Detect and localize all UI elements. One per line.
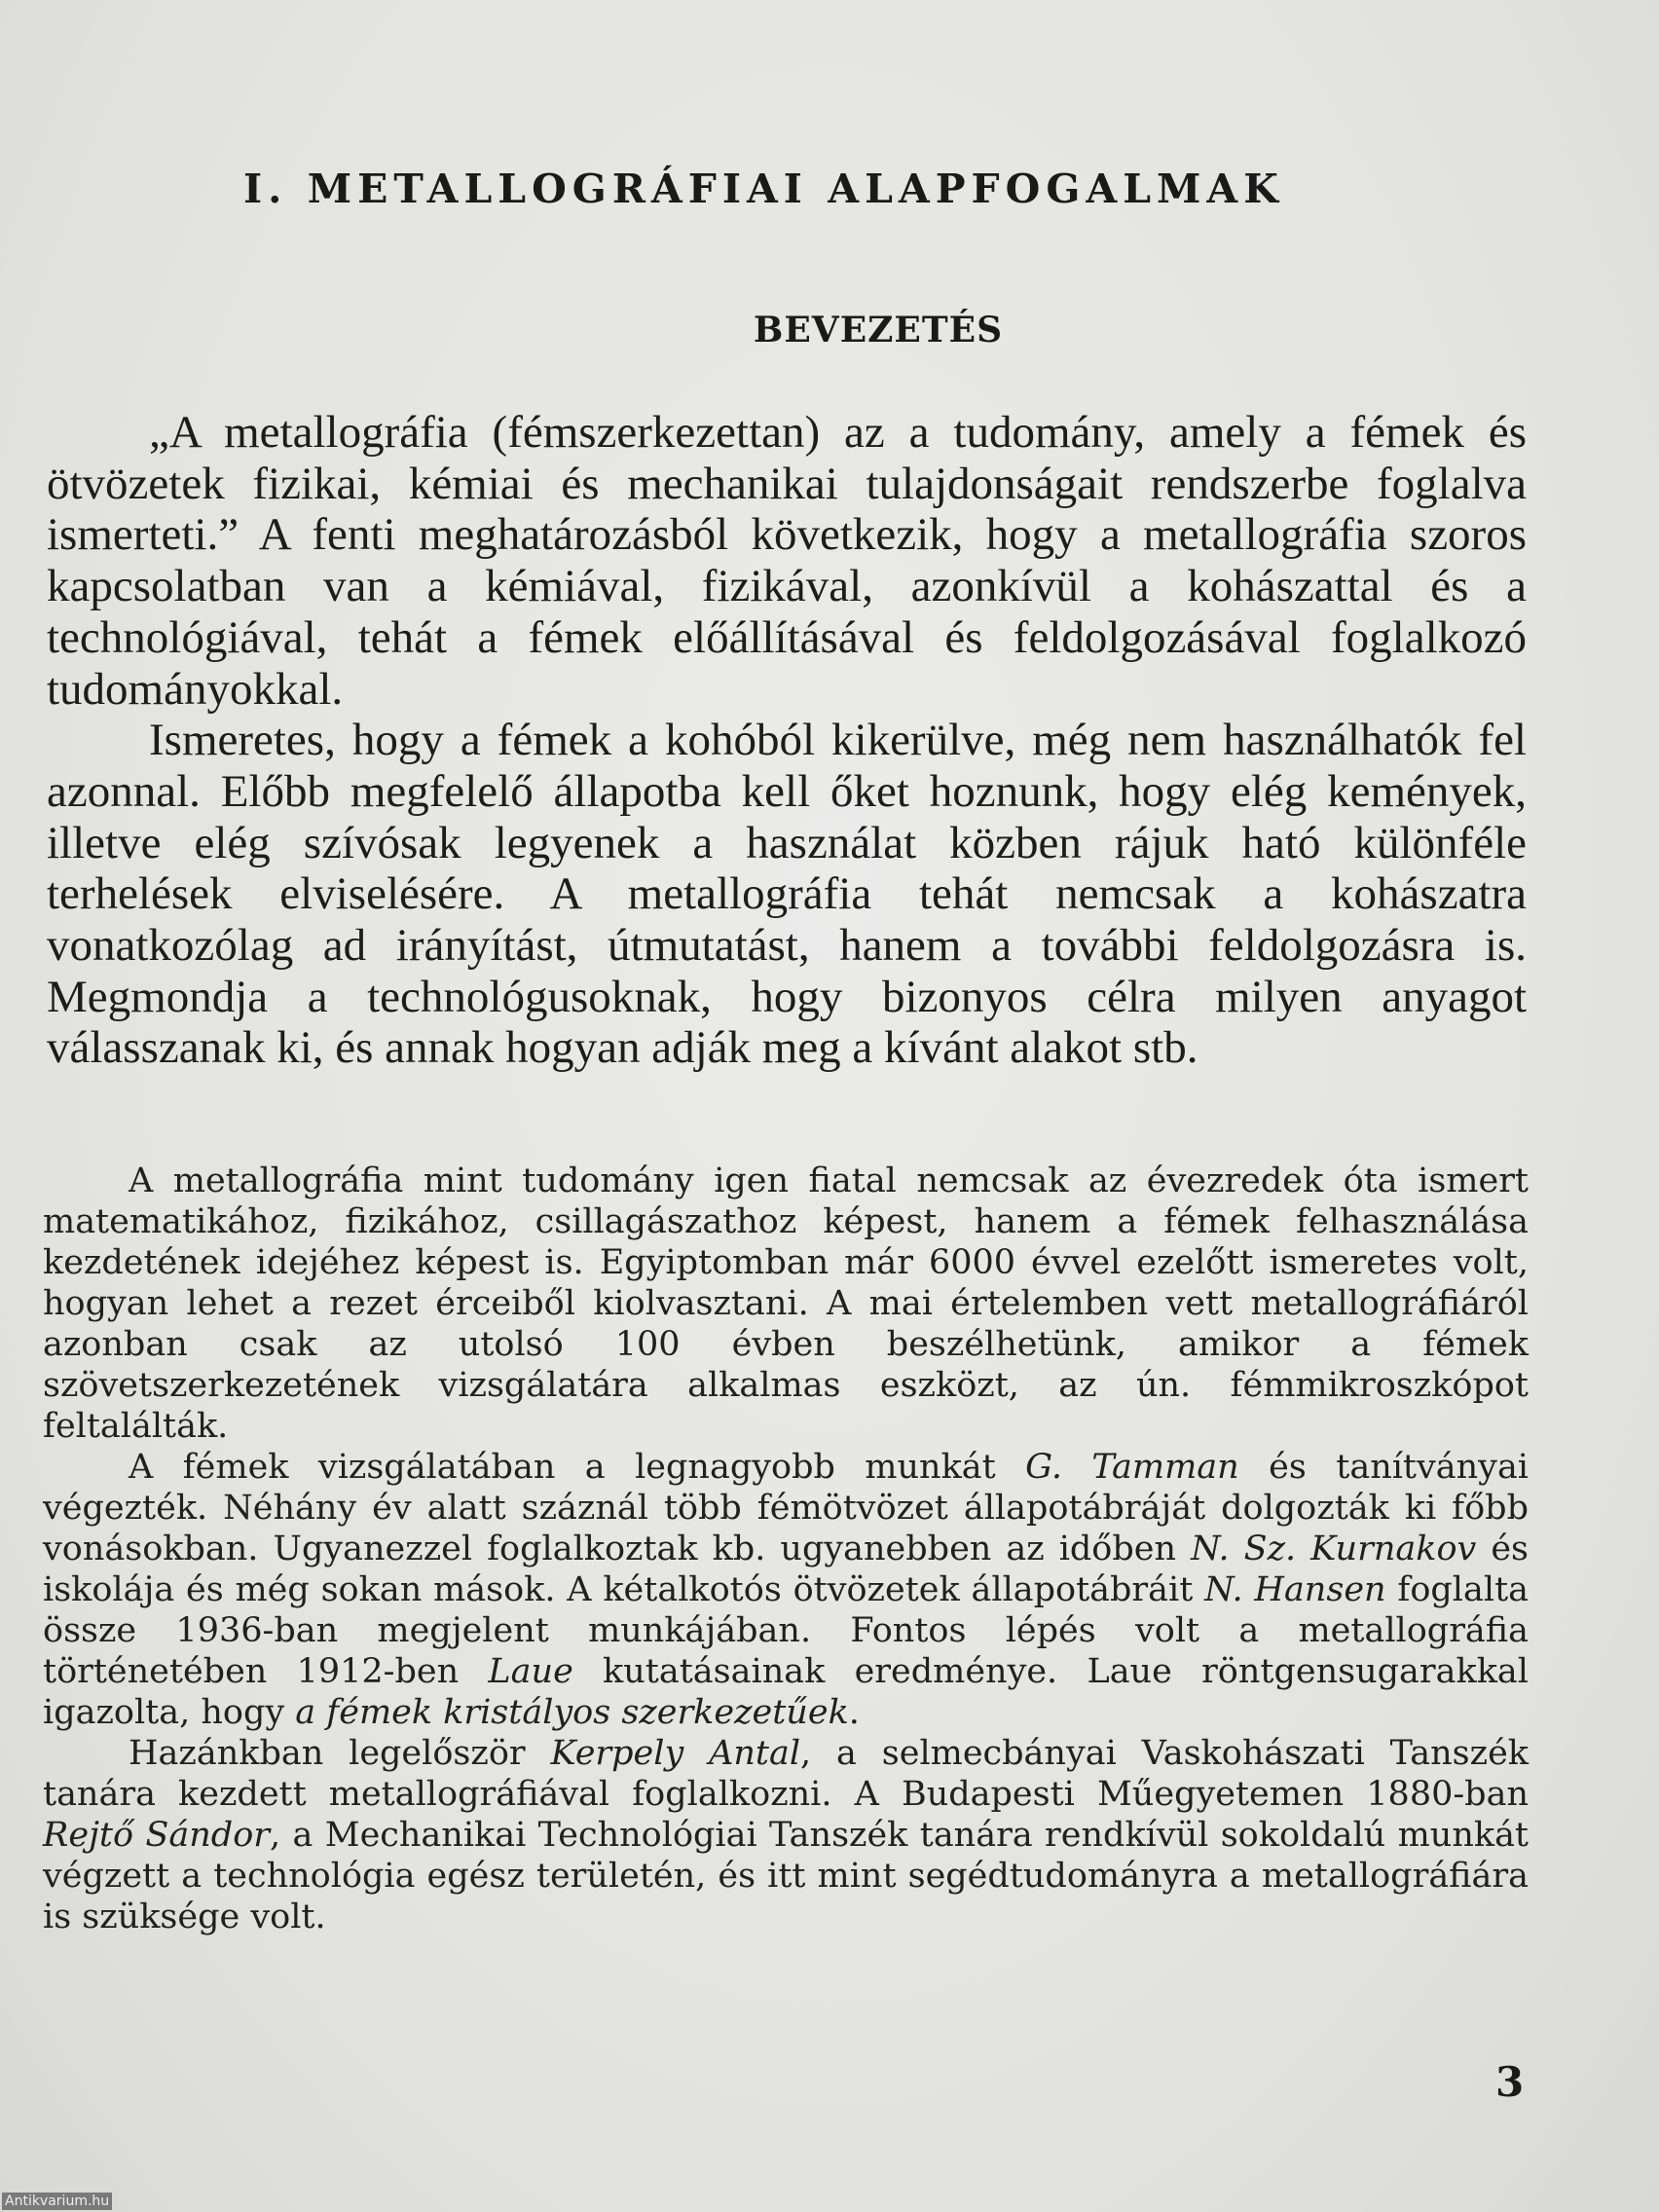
person-name: Kerpely Antal	[550, 1734, 801, 1773]
intro-text-large	[47, 407, 1527, 1074]
paragraph-research: A fémek vizsgálatában a legnagyobb munkát G. Tamman és tanítványai végezték. Néhány év alatt száznál több fémötvözet állapotábráját dolgozták ki főbb vonásokban. Ugyanezzel foglalkoztak kb. ugyanebben az időben N. Sz. Kurnakov és iskolája és még sokan mások. A kétalkotós ötvözetek állapotábráit N. Hansen foglalta össze 1936-ban megjelent munkájában. Fontos lépés volt a metallográfia történetében 1912-ben Laue kutatásainak eredménye. Laue röntgensugarakkal igazolta, hogy a fémek kristályos szerkezetűek.	[43, 1448, 1530, 1732]
person-name: G. Tamman	[1025, 1448, 1239, 1487]
paragraph-processing: Ismeretes, hogy a fémek a kohóból kikerülve, még nem használhatók fel azonnal. Előbb megfelelő állapotba kell őket hoznunk, hogy elég kemények, illetve elég szívósak legyenek a használat közben rájuk ható különféle terhelések elviselésére. A metallográfia tehát nemcsak a kohászatra vonatkozólag ad irányítást, útmutatást, hanem a további feldolgozásra is. Megmondja a technológusoknak, hogy bizonyos célra milyen anyagot válasszanak ki, és annak hogyan adják meg a kívánt alakot stb.	[47, 715, 1527, 1074]
section-title: BEVEZETÉS	[753, 310, 1004, 350]
person-name: Rejtő Sándor	[43, 1816, 271, 1855]
paragraph-definition: „A metallográfia (fémszerkezettan) az a tudomány, amely a fémek és ötvözetek fizikai, kémiai és mechanikai tulajdonságait rendszerbe foglalva ismerteti.” A fenti meghatározásból következik, hogy a metallográfia szoros kapcsolatban van a kémiával, fizikával, azonkívül a kohászattal és a technológiával, tehát a fémek előállításával és feldolgozásával foglalkozó tudományokkal.	[47, 407, 1527, 715]
paragraph-history: A metallográfia mint tudomány igen fiatal nemcsak az évezredek óta ismert matematikához, fizikához, csillagászathoz képest, hanem a fémek felhasználása kezdetének idejéhez képest is. Egyiptomban már 6000 évvel ezelőtt ismeretes volt, hogyan lehet a rezet érceiből kiolvasztani. A mai értelemben vett metallográfiáról azonban csak az utolsó 100 évben beszélhetünk, amikor a fémek szövetszerkezetének vizsgálatára alkalmas eszközt, az ún. fémmikroszkópot feltalálták.	[43, 1161, 1529, 1446]
emphasis-text: a fémek kristályos szerkezetűek	[295, 1693, 849, 1732]
paragraph-hungary: Hazánkban legelőször Kerpely Antal, a selmecbányai Vaskohászati Tanszék tanára kezdett metallográfiával foglalkozni. A Budapesti Műegyetemen 1880-ban Rejtő Sándor, a Mechanikai Technológiai Tanszék tanára rendkívül sokoldalú munkát végzett a technológia egész területén, és itt mint segédtudományra a metallográfiára is szüksége volt.	[43, 1734, 1529, 1936]
person-name: N. Sz. Kurnakov	[1191, 1530, 1477, 1568]
person-name: Laue	[488, 1652, 573, 1691]
person-name: N. Hansen	[1204, 1570, 1386, 1609]
watermark: Antikvarium.hu	[2, 2193, 112, 2210]
history-text-small	[43, 1161, 1529, 1937]
chapter-title: I. METALLOGRÁFIAI ALAPFOGALMAK	[243, 166, 1284, 212]
page-number: 3	[1495, 2058, 1525, 2106]
